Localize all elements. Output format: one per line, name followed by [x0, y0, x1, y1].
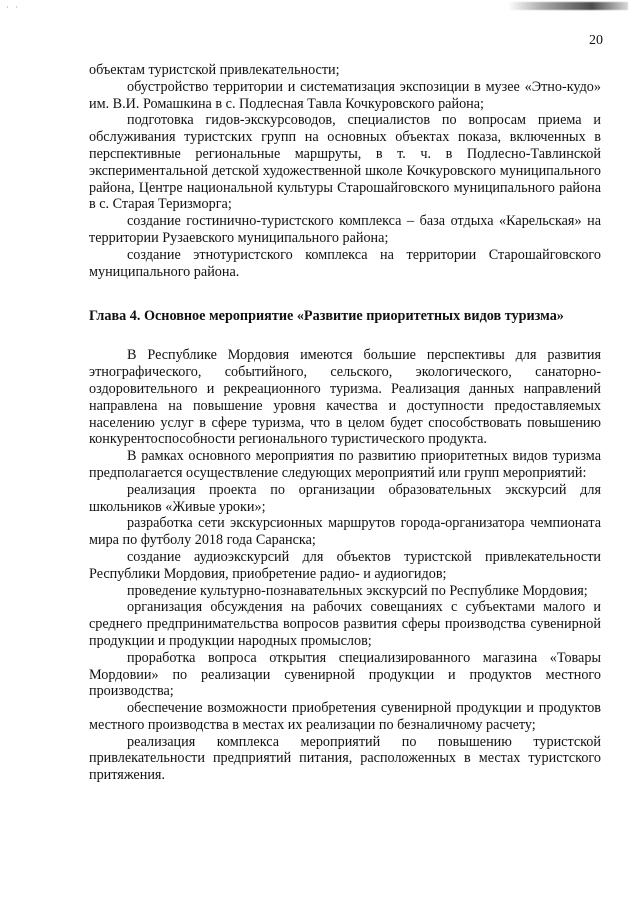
document-body	[89, 62, 601, 784]
list-item: проведение культурно-познавательных экскурсий по Республике Мордовия;	[127, 582, 588, 599]
page-number: 20	[589, 33, 603, 48]
list-item: организация обсуждения на рабочих совещаниях с субъектами малого и среднего предпринимательства вопросов развития сферы производства сувенирной продукции и продукции народных промыслов;	[89, 599, 601, 649]
list-item: обустройство территории и систематизация экспозиции в музее «Этно-кудо» им. В.И. Ромашкина в с. Подлесная Тавла Кочкуровского района;	[89, 78, 601, 112]
list-item: создание аудиоэкскурсий для объектов туристской привлекательности Республики Мордовия, приобретение радио- и аудиогидов;	[89, 548, 601, 582]
list-item: обеспечение возможности приобретения сувенирной продукции и продуктов местного производства в местах их реализации по безналичному расчету;	[89, 700, 601, 733]
list-item: реализация комплекса мероприятий по повышению туристской привлекательности предприятий питания, расположенных в местах туристского притяжения.	[89, 733, 601, 784]
list-item: подготовка гидов-экскурсоводов, специалистов по вопросам приема и обслуживания туристских групп на основных объектах показа, включенных в перспективные региональные маршруты, в т. ч. в Подлесно-Тавлинской экспериментальной детской художественной школе Кочкуровского муниципального района, Центре национальной культуры Старошайговского муниципального района в с. Старая Теризморга;	[89, 112, 601, 213]
paragraph: В Республике Мордовия имеются большие перспективы для развития этнографического, событийного, сельского, экологического, санаторно-оздоровительного и рекреационного туризма. Реализация данных направлений направлена на повышение уровня качества и доступности предоставляемых населению услуг в сфере туризма, что в целом будет способствовать повышению конкурентоспособности регионального туристического продукта.	[89, 347, 601, 448]
list-item: создание гостинично-туристского комплекса – база отдыха «Карельская» на территории Рузаевского муниципального района;	[89, 213, 601, 246]
text-line: объектам туристской привлекательности;	[89, 62, 340, 78]
list-item: создание этнотуристского комплекса на территории Старошайговского муниципального района.	[89, 246, 601, 280]
scan-artifact	[508, 2, 628, 10]
list-item: проработка вопроса открытия специализированного магазина «Товары Мордовии» по реализации сувенирной продукции и продуктов местного производства;	[89, 649, 601, 700]
chapter-heading: Глава 4. Основное мероприятие «Развитие приоритетных видов туризма»	[89, 308, 564, 325]
list-item: реализация проекта по организации образовательных экскурсий для школьников «Живые уроки»;	[89, 481, 601, 515]
paragraph: В рамках основного мероприятия по развитию приоритетных видов туризма предполагается осуществление следующих мероприятий или групп мероприятий:	[89, 448, 601, 481]
list-item: разработка сети экскурсионных маршрутов города-организатора чемпионата мира по футболу 2018 года Саранска;	[89, 515, 601, 549]
corner-marks: · ·	[6, 2, 21, 12]
